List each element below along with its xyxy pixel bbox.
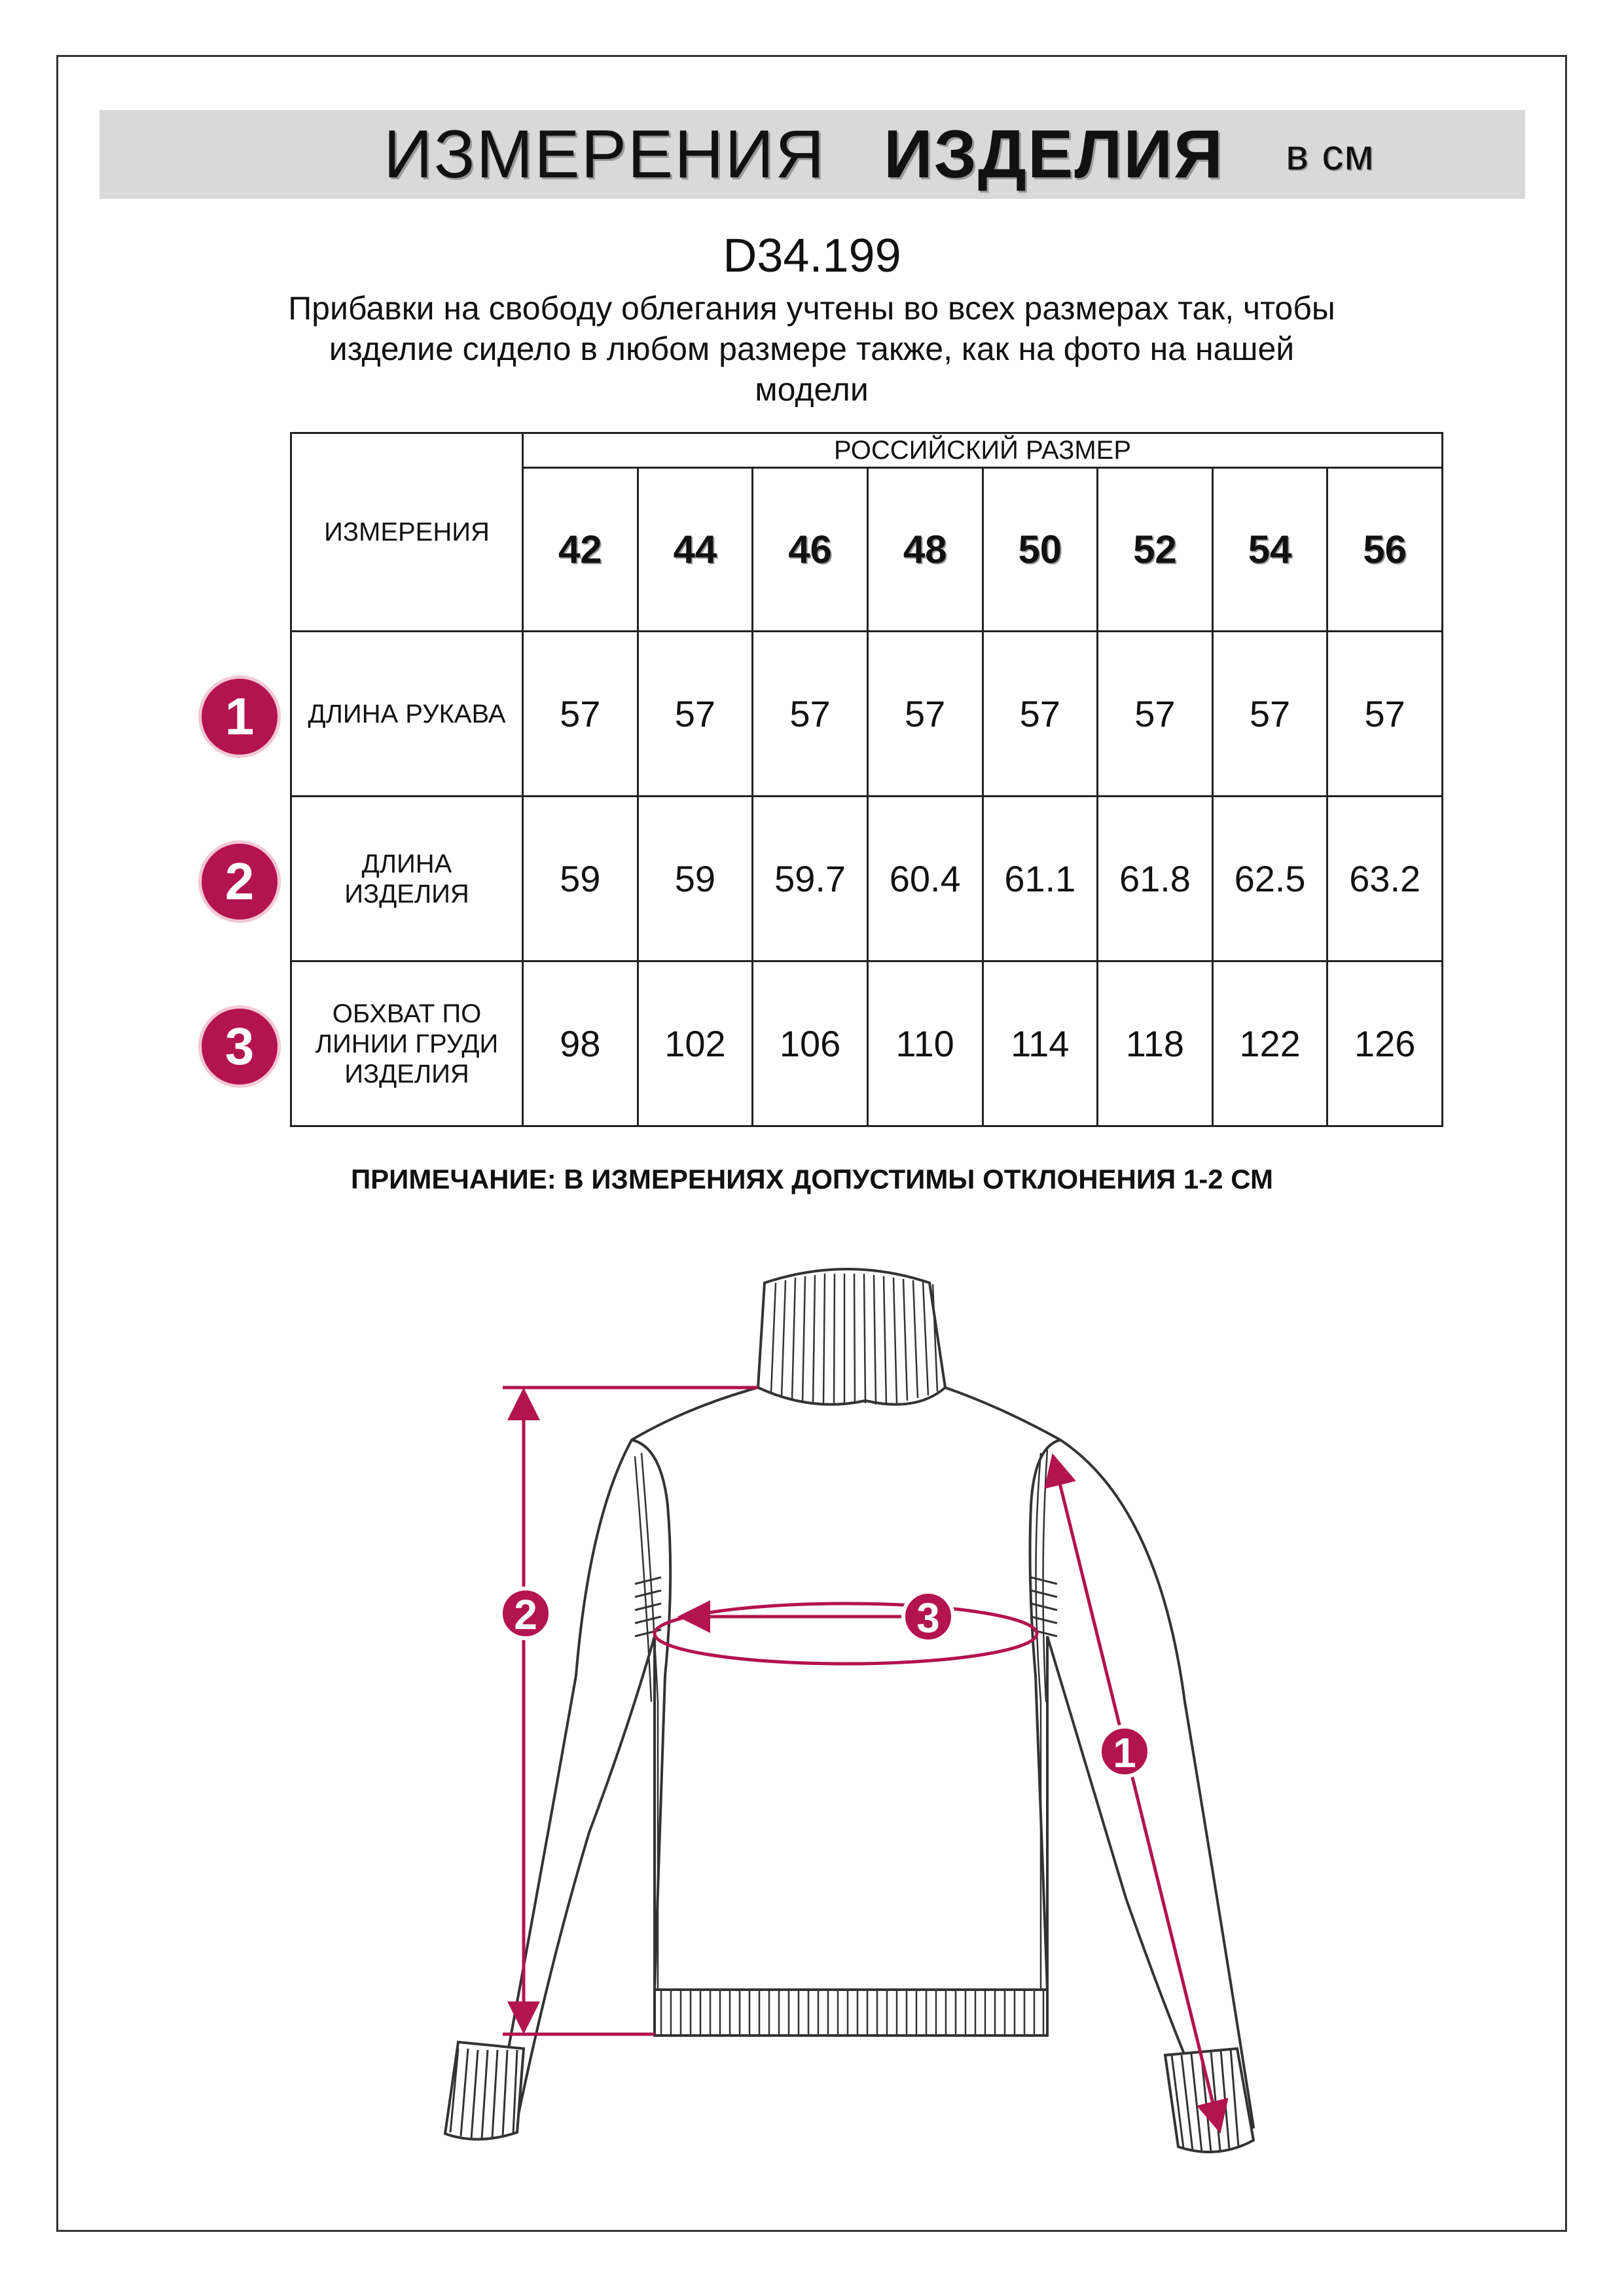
length-measure: [503, 1388, 758, 2034]
table-cell: 57: [1212, 632, 1327, 797]
table-cell: 57: [1327, 632, 1443, 797]
table-cell: 57: [867, 632, 983, 797]
hem-ribbing: [661, 1991, 1043, 2034]
table-cell: 57: [983, 632, 1098, 797]
size-header: 42: [523, 468, 638, 632]
size-group-header: РОССИЙСКИЙ РАЗМЕР: [523, 433, 1443, 468]
tolerance-remark: ПРИМЕЧАНИЕ: В ИЗМЕРЕНИЯХ ДОПУСТИМЫ ОТКЛОНЕНИЯ 1-2 СМ: [350, 1164, 1274, 1194]
table-cell: 61.1: [983, 797, 1098, 961]
marker-1: [1100, 1727, 1149, 1776]
row-number-badge: 3: [202, 1009, 278, 1085]
table-cell: 59.7: [753, 797, 868, 961]
marker-3-label: 3: [916, 1594, 940, 1641]
marker-2-label: 2: [514, 1591, 537, 1638]
table-cell: 59: [638, 797, 753, 961]
title-regular: ИЗМЕРЕНИЯ: [384, 117, 826, 192]
table-cell: 102: [638, 961, 753, 1126]
hatch-marks: [635, 1577, 1057, 1636]
row-label-line: ДЛИНА РУКАВА: [308, 699, 506, 728]
table-cell: 122: [1212, 961, 1327, 1126]
size-header: 48: [867, 468, 983, 632]
table-cell: 60.4: [867, 797, 983, 961]
fit-note-line: Прибавки на свободу облегания учтены во всех размерах так, чтобы: [288, 290, 1335, 327]
table-cell: 106: [753, 961, 868, 1126]
sleeve-measure: [1054, 1460, 1219, 2127]
table-cell: 110: [867, 961, 983, 1126]
size-header: 46: [753, 468, 868, 632]
table-cell: 98: [523, 961, 638, 1126]
title-unit: в см: [1286, 130, 1375, 179]
fit-note-line: модели: [755, 371, 869, 408]
marker-2: [501, 1588, 550, 1638]
row-label-line: ОБХВАТ ПО: [332, 999, 482, 1028]
table-cell: 59: [523, 797, 638, 961]
side-rib-stripes: [635, 1450, 1047, 1990]
collar: [758, 1269, 945, 1405]
size-header: 56: [1327, 468, 1443, 632]
size-header: 54: [1212, 468, 1327, 632]
table-cell: 118: [1098, 961, 1213, 1126]
row-number-badge: 1: [202, 679, 278, 755]
measure-header: ИЗМЕРЕНИЯ: [291, 433, 523, 632]
size-header: 50: [983, 468, 1098, 632]
table-cell: 57: [753, 632, 868, 797]
table-cell: 126: [1327, 961, 1443, 1126]
title-bold: ИЗДЕЛИЯ: [884, 117, 1224, 192]
product-code: D34.199: [723, 230, 901, 282]
size-header: 44: [638, 468, 753, 632]
marker-1-label: 1: [1113, 1729, 1136, 1776]
table-cell: 57: [638, 632, 753, 797]
left-cuff: [445, 2042, 524, 2140]
table-cell: 61.8: [1098, 797, 1213, 961]
table-cell: 57: [1098, 632, 1213, 797]
table-cell: 114: [983, 961, 1098, 1126]
row-number-badge: 2: [202, 844, 278, 920]
right-cuff: [1165, 2049, 1254, 2152]
chest-measure: [655, 1604, 1037, 1664]
row-label-line: ЛИНИИ ГРУДИ: [315, 1029, 499, 1058]
fit-note-line: изделие сидело в любом размере также, как на фото на нашей: [329, 331, 1295, 367]
row-label-line: ИЗДЕЛИЯ: [344, 1059, 469, 1088]
marker-3: [903, 1592, 953, 1641]
row-label-line: ИЗДЕЛИЯ: [344, 879, 469, 908]
table-cell: 63.2: [1327, 797, 1443, 961]
row-label-line: ДЛИНА: [361, 849, 452, 878]
table-cell: 62.5: [1212, 797, 1327, 961]
table-cell: 57: [523, 632, 638, 797]
size-header: 52: [1098, 468, 1213, 632]
